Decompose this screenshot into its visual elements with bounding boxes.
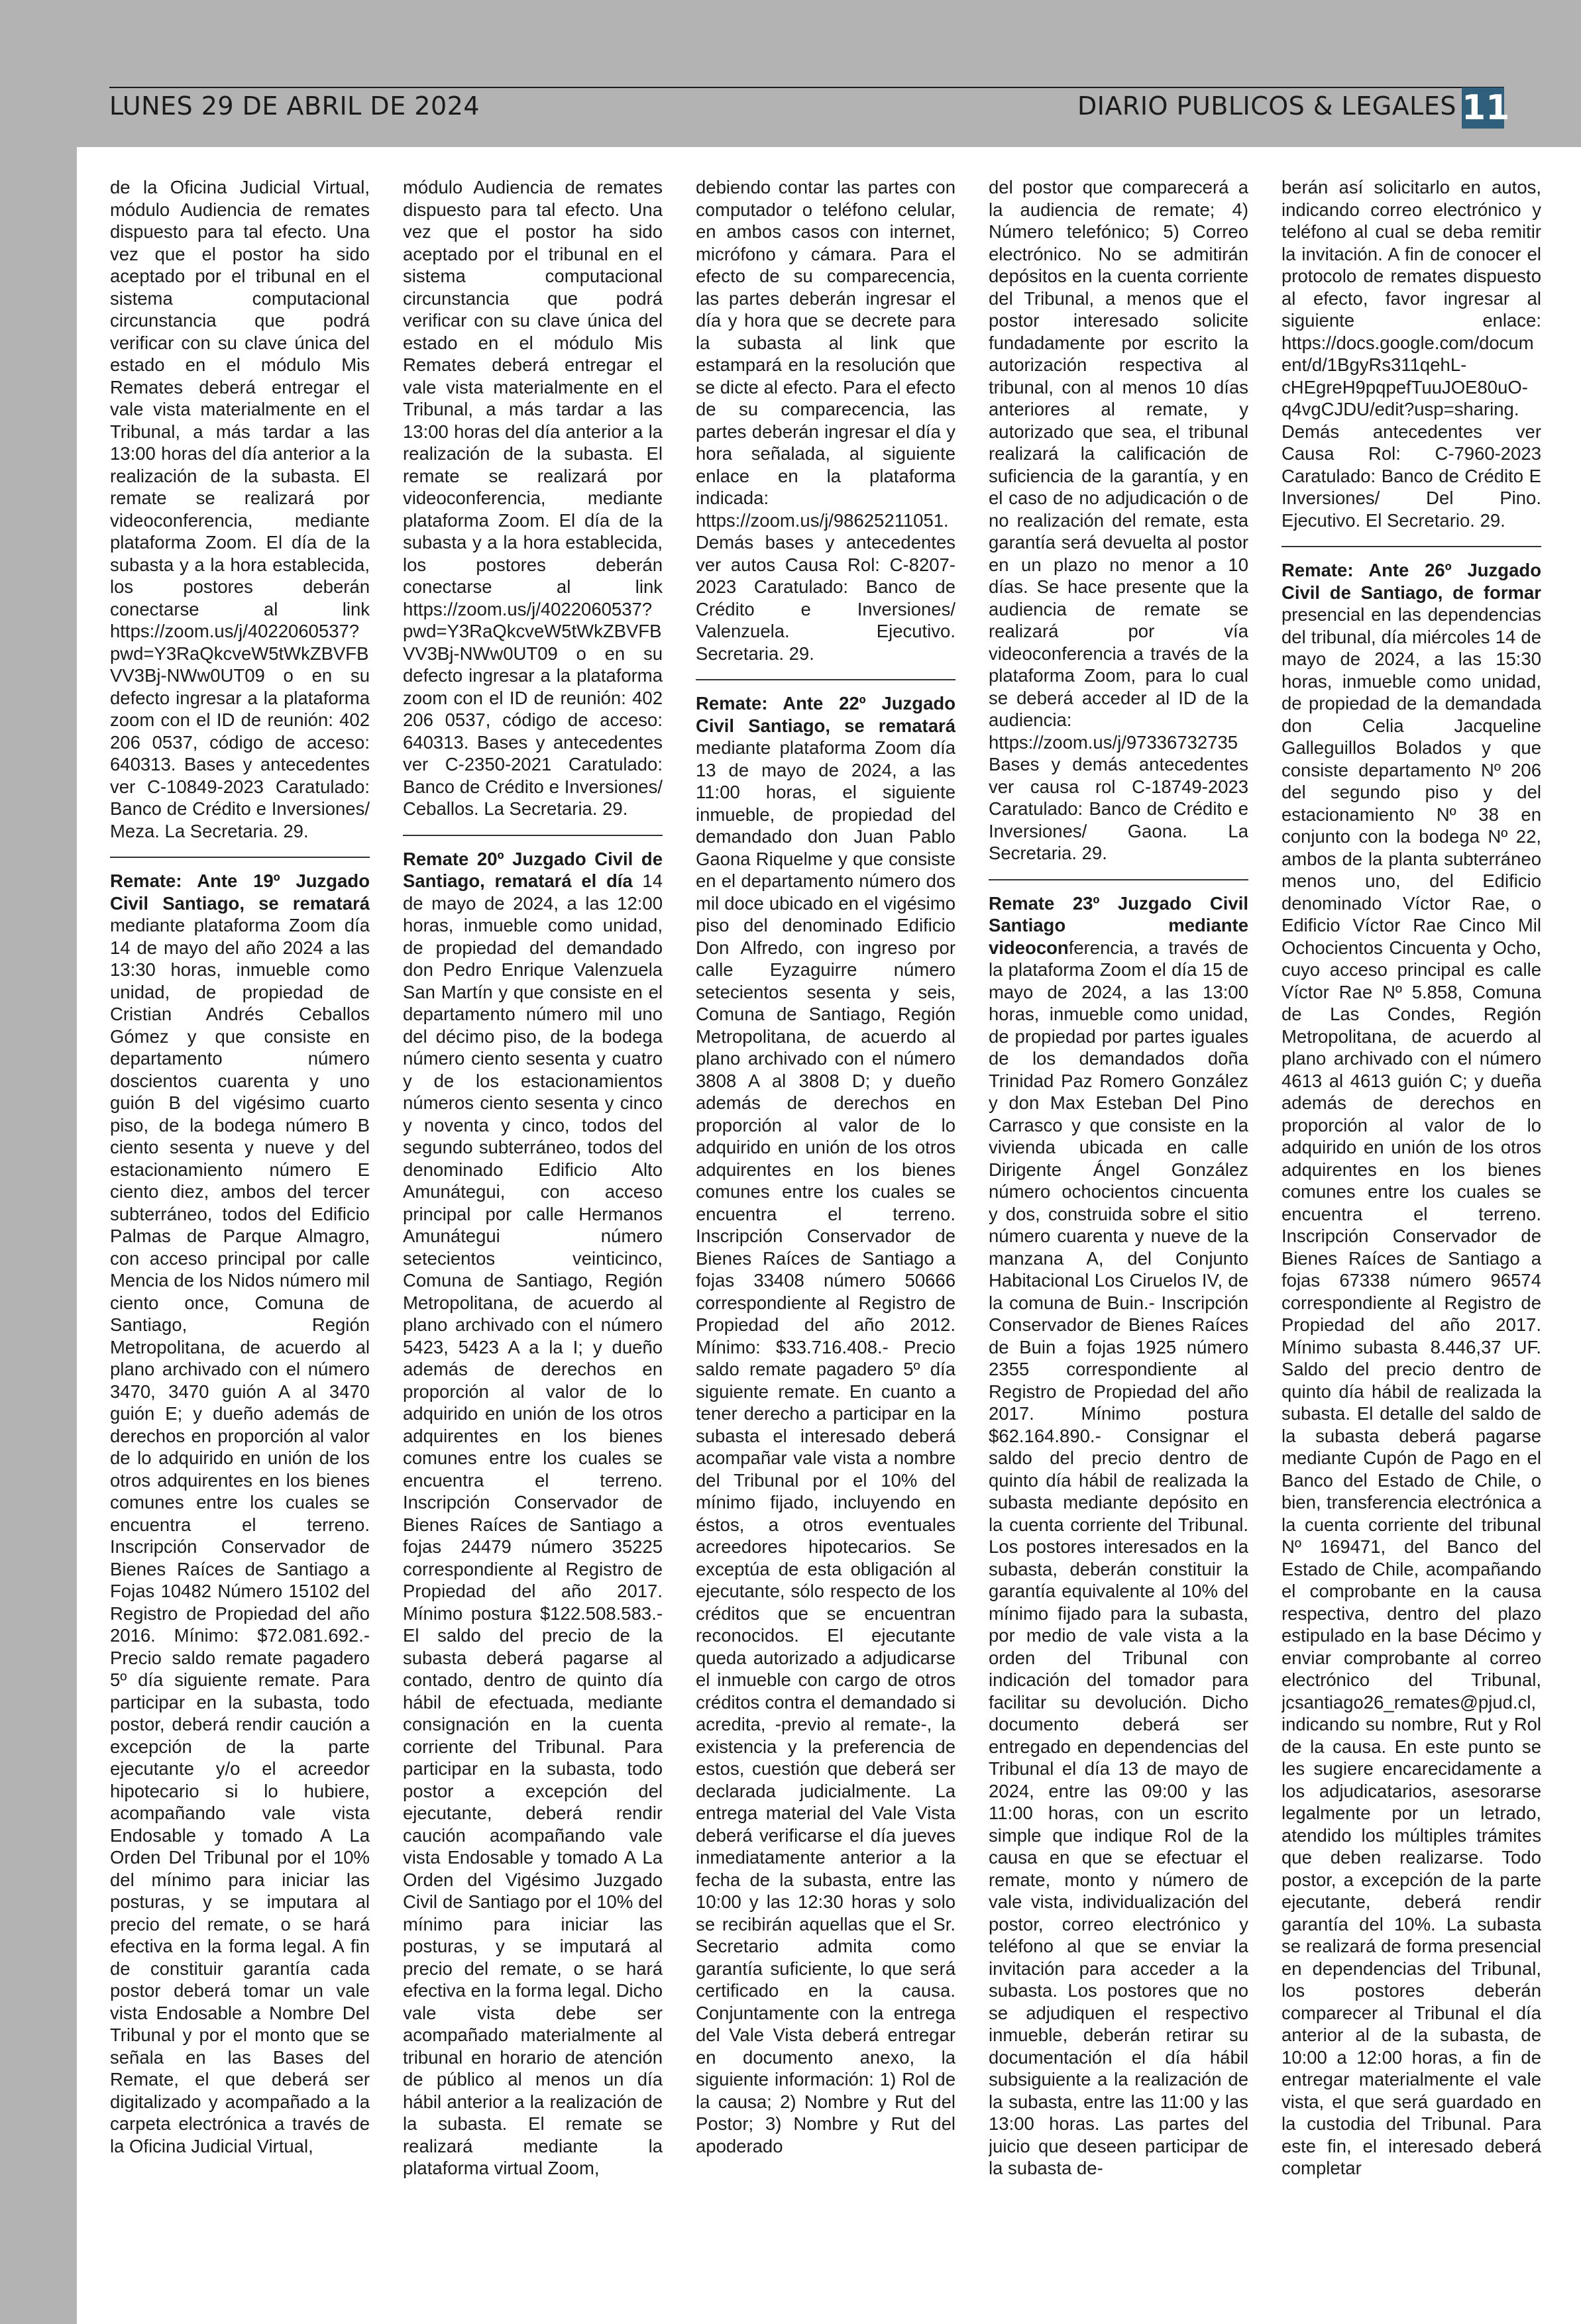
column-2 xyxy=(403,176,663,2309)
notice xyxy=(110,870,370,2157)
notice-body: 14 de mayo de 2024, a las 12:00 horas, inmueble como unidad, de propiedad del demandado don Pedro Enrique Valenzuela San Martín y que consiste en el departamento número mil uno del décimo piso, de la bodega número ciento sesenta y cuatro y de los estacionamientos números ciento sesenta y cinco y noventa y cinco, todos del segundo subterráneo, todos del denominado Edificio Alto Amunátegui, con acceso principal por calle Hermanos Amunátegui número setecientos veinticinco, Comuna de Santiago, Región Metropolitana, de acuerdo al plano archivado con el número 5423, 5423 A a la I; y dueño además de derechos en proporción al valor de lo adquirido en unión de los otros adquirentes en los bienes comunes entre los cuales se encuentra el terreno. Inscripción Conservador de Bienes Raíces de Santiago a fojas 24479 número 35225 correspondiente al Registro de Propiedad del año 2017. Mínimo postura $122.508.583.- El saldo del precio de la subasta deberá pagarse al contado, dentro de quinto día hábil de efectuada, mediante consignación en la cuenta corriente del Tribunal. Para participar en la subasta, todo postor a excepción del ejecutante, deberá rendir caución acompañando vale vista Endosable y tomado A La Orden del Vigésimo Juzgado Civil de Santiago por el 10% del mínimo para iniciar las posturas, y se imputará al precio del remate, o se hará efectiva en la forma legal. Dicho vale vista debe ser acompañado materialmente al tribunal en horario de atención de público al menos un día hábil anterior a la realización de la subasta. El remate se realizará mediante la plataforma virtual Zoom, xyxy=(403,871,663,2178)
notice-body: del postor que comparecerá a la audiencia de remate; 4) Número telefónico; 5) Correo electrónico. No se admitirán depósitos en la cuenta corriente del Tribunal, a menos que el postor interesado solicite fundadamente por escrito la autorización respectiva al tribunal, con al menos 10 días anteriores al remate, y autorizado que sea, el tribunal realizará la calificación de suficiencia de la garantía, y en el caso de no adjudicación o de no realización del remate, esta garantía será devuelta al postor en un plazo no menor a 10 días. Se hace presente que la audiencia de remate se realizará por vía videoconferencia a través de la plataforma Zoom, para lo cual se deberá acceder al ID de la audiencia: https://zoom.us/j/97336732735 Bases y demás antecedentes ver causa rol C-18749-2023 Caratulado: Banco de Crédito e Inversiones/ Gaona. La Secretaria. 29. xyxy=(989,177,1248,863)
issue-date: LUNES 29 DE ABRIL DE 2024 xyxy=(109,91,480,121)
notice-divider xyxy=(403,835,663,836)
notice-continuation xyxy=(110,176,370,842)
notice-body: módulo Audiencia de remates dispuesto para tal efecto. Una vez que el postor ha sido aceptado por el tribunal en el sistema computacional circunstancia que podrá verificar con su clave única del estado en el módulo Mis Remates deberá entregar el vale vista materialmente en el Tribunal, a más tardar a las 13:00 horas del día anterior a la realización de la subasta. El remate se realizará por videoconferencia, mediante plataforma Zoom. El día de la subasta y a la hora establecida, los postores deberán conectarse al link https://zoom.us/j/4022060537?pwd=Y3RaQkcveW5tWkZBVFBVV3Bj-NWw0UT09 o en su defecto ingresar a la plataforma zoom con el ID de reunión: 402 206 0537, código de acceso: 640313. Bases y antecedentes ver C-2350-2021 Caratulado: Banco de Crédito e Inversiones/ Ceballos. La Secretaria. 29. xyxy=(403,177,663,819)
notice xyxy=(696,692,955,2157)
notice-body: mediante plataforma Zoom día 13 de mayo de 2024, a las 11:00 horas, el siguiente inmueble, de propiedad del demandado don Juan Pablo Gaona Riquelme y que consiste en el departamento número dos mil doce ubicado en el vigésimo piso del denominado Edificio Don Alfredo, con ingreso por calle Eyzaguirre número setecientos sesenta y seis, Comuna de Santiago, Región Metropolitana, de acuerdo al plano archivado con el número 3808 A al 3808 D; y dueño además de derechos en proporción al valor de lo adquirido en unión de los otros adquirentes en los bienes comunes entre los cuales se encuentra el terreno. Inscripción Conservador de Bienes Raíces de Santiago a fojas 33408 número 50666 correspondiente al Registro de Propiedad del año 2012. Mínimo: $33.716.408.- Precio saldo remate pagadero 5º día siguiente remate. En cuanto a tener derecho a participar en la subasta el interesado deberá acompañar vale vista a nombre del Tribunal por el 10% del mínimo fijado, incluyendo en éstos, a otros eventuales acreedores hipotecarios. Se exceptúa de esta obligación al ejecutante, sólo respecto de los créditos que se encuentran reconocidos. El ejecutante queda autorizado a adjudicarse el inmueble con cargo de otros créditos contra el demandado si acredita, -previo al remate-, la existencia y la preferencia de estos, cuestión que deberá ser declarada judicialmente. La entrega material del Vale Vista deberá verificarse el día jueves inmediatamente anterior a la fecha de la subasta, entre las 10:00 y las 12:30 horas y solo se recibirán aquellas que el Sr. Secretario admita como garantía suficiente, lo que será certificado en la causa. Conjuntamente con la entrega del Vale Vista deberá entregar en documento anexo, la siguiente información: 1) Rol de la causa; 2) Nombre y Rut del Postor; 3) Nombre y Rut del apoderado xyxy=(696,737,955,2156)
notice-body: ferencia, a través de la plataforma Zoom el día 15 de mayo de 2024, a las 13:00 horas, inmueble como unidad, de propiedad por partes iguales de los demandados doña Trinidad Paz Romero González y don Max Esteban Del Pino Carrasco y que consiste en la vivienda ubicada en calle Dirigente Ángel González número ochocientos cincuenta y dos, construida sobre el sitio número cuarenta y nueve de la manzana A, del Conjunto Habitacional Los Ciruelos IV, de la comuna de Buin.- Inscripción Conservador de Bienes Raíces de Buin a fojas 1925 número 2355 correspondiente al Registro de Propiedad del año 2017. Mínimo postura $62.164.890.- Consignar el saldo del precio dentro de quinto día hábil de realizada la subasta mediante depósito en la cuenta corriente del Tribunal. Los postores interesados en la subasta, deberán constituir la garantía equivalente al 10% del mínimo fijado para la subasta, por medio de vale vista a la orden del Tribunal con indicación del tomador para facilitar su devolución. Dicho documento deberá ser entregado en dependencias del Tribunal el día 13 de mayo de 2024, entre las 09:00 y las 11:00 horas, con un escrito simple que indique Rol de la causa en que se efectuar el remate, monto y número de vale vista, individualización del postor, correo electrónico y teléfono al que se enviar la invitación para acceder a la subasta. Los postores que no se adjudiquen el respectivo inmueble, deberán retirar su documentación el día hábil subsiguiente a la realización de la subasta, entre las 11:00 y las 13:00 horas. Las partes del juicio que deseen participar de la subasta de- xyxy=(989,937,1248,2178)
page-header xyxy=(109,83,1510,128)
notice xyxy=(1281,559,1541,2180)
notice-lead: Remate: Ante 19º Juzgado Civil Santiago, se rematará xyxy=(110,871,370,914)
notice-body: mediante plataforma Zoom día 14 de mayo del año 2024 a las 13:30 horas, inmueble como unidad, de propiedad de Cristian Andrés Ceballos Gómez y que consiste en departamento número doscientos cuarenta y uno guión B del vigésimo cuarto piso, de la bodega número B ciento sesenta y nueve y del estacionamiento número E ciento diez, ambos del tercer subterráneo, todos del Edificio Palmas de Parque Almagro, con acceso principal por calle Mencia de los Nidos número mil ciento once, Comuna de Santiago, Región Metropolitana, de acuerdo al plano archivado con el número 3470, 3470 guión A al 3470 guión E; y dueño además de derechos en proporción al valor de lo adquirido en unión de los otros adquirentes en los bienes comunes entre los cuales se encuentra el terreno. Inscripción Conservador de Bienes Raíces de Santiago a Fojas 10482 Número 15102 del Registro de Propiedad del año 2016. Mínimo: $72.081.692.- Precio saldo remate pagadero 5º día siguiente remate. Para participar en la subasta, todo postor, deberá rendir caución a excepción de la parte ejecutante y/o el acreedor hipotecario si lo hubiere, acompañando vale vista Endosable y tomado A La Orden Del Tribunal por el 10% del mínimo para iniciar las posturas, y se imputara al precio del remate, o se hará efectiva en la forma legal. A fin de constituir garantía cada postor deberá tomar un vale vista Endosable a Nombre Del Tribunal y por el monto que se señala en las Bases del Remate, el que deberá ser digitalizado y acompañado a la carpeta electrónica a través de la Oficina Judicial Virtual, xyxy=(110,915,370,2156)
notice-divider xyxy=(696,679,955,680)
column-1 xyxy=(110,176,370,2309)
notice xyxy=(989,892,1248,2180)
notice-continuation xyxy=(696,176,955,664)
notice-body: debiendo contar las partes con computador o teléfono celular, en ambos casos con internet, micrófono y cámara. Para el efecto de su comparecencia, las partes deberán ingresar el día y hora que se decrete para la subasta al link que estampará en la resolución que se dicte al efecto. Para el efecto de su comparecencia, las partes deberán ingresar el día y hora señalada, al siguiente enlace en la plataforma indicada: https://zoom.us/j/98625211051. Demás bases y antecedentes ver autos Causa Rol: C-8207-2023 Caratulado: Banco de Crédito e Inversiones/ Valenzuela. Ejecutivo. Secretaria. 29. xyxy=(696,177,955,664)
notice-continuation xyxy=(1281,176,1541,531)
column-4 xyxy=(989,176,1248,2309)
column-5 xyxy=(1281,176,1541,2309)
notice-continuation xyxy=(989,176,1248,865)
notice-divider xyxy=(1281,546,1541,547)
notice-lead: Remate: Ante 26º Juzgado Civil de Santiago, de formar xyxy=(1281,560,1541,603)
notice-lead: Remate 20º Juzgado Civil de Santiago, rematará el día xyxy=(403,848,663,891)
notice-body: de la Oficina Judicial Virtual, módulo Audiencia de remates dispuesto para tal efecto. Una vez que el postor ha sido aceptado por el tribunal en el sistema computacional circunstancia que podrá verificar con su clave única del estado en el módulo Mis Remates deberá entregar el vale vista materialmente en el Tribunal, a más tardar a las 13:00 horas del día anterior a la realización de la subasta. El remate se realizará por videoconferencia, mediante plataforma Zoom. El día de la subasta y a la hora establecida, los postores deberán conectarse al link https://zoom.us/j/4022060537?pwd=Y3RaQkcveW5tWkZBVFBVV3Bj-NWw0UT09 o en su defecto ingresar a la plataforma zoom con el ID de reunión: 402 206 0537, código de acceso: 640313. Bases y antecedentes ver C-10849-2023 Caratulado: Banco de Crédito e Inversiones/ Meza. La Secretaria. 29. xyxy=(110,177,370,841)
publication-name: DIARIO PUBLICOS & LEGALES xyxy=(1077,91,1456,121)
notice-body: presencial en las dependencias del tribunal, día miércoles 14 de mayo de 2024, a las 15:30 horas, inmueble como unidad, de propiedad de la demandada don Celia Jacqueline Galleguillos Bolados y que consiste departamento Nº 206 del segundo piso y del estacionamiento Nº 38 en conjunto con la bodega Nº 22, ambos de la planta subterráneo menos uno, del Edificio denominado Víctor Rae, o Edificio Víctor Rae Cinco Mil Ochocientos Cincuenta y Ocho, cuyo acceso principal es calle Víctor Rae Nº 5.858, Comuna de Las Condes, Región Metropolitana, de acuerdo al plano archivado con el número 4613 al 4613 guión C; y dueña además de derechos en proporción al valor de lo adquirido en unión de los otros adquirentes en los bienes comunes entre los cuales se encuentra el terreno. Inscripción Conservador de Bienes Raíces de Santiago a fojas 67338 número 96574 correspondiente al Registro de Propiedad del año 2017. Mínimo subasta 8.446,37 UF. Saldo del precio dentro de quinto día hábil de realizada la subasta. El detalle del saldo de la subasta deberá pagarse mediante Cupón de Pago en el Banco del Estado de Chile, o bien, transferencia electrónica a la cuenta corriente del tribunal Nº 169471, del Banco del Estado de Chile, acompañando el comprobante en la causa respectiva, dentro del plazo estipulado en la base Décimo y enviar comprobante al correo electrónico del Tribunal, jcsantiago26_remates@pjud.cl, indicando su nombre, Rut y Rol de la causa. En este punto se les sugiere encarecidamente a los adjudicatarios, asesorarse legalmente por un letrado, atendido los múltiples trámites que deben realizarse. Todo postor, a excepción de la parte ejecutante, deberá rendir garantía del 10%. La subasta se realizará de forma presencial en dependencias del Tribunal, los postores deberán comparecer al Tribunal el día anterior al de la subasta, de 10:00 a 12:00 horas, a fin de entregar materialmente el vale vista, el que será guardado en la custodia del Tribunal. Para este fin, el interesado deberá completar xyxy=(1281,604,1541,2178)
header-rule xyxy=(109,87,1504,88)
column-3 xyxy=(696,176,955,2309)
notice-continuation xyxy=(403,176,663,820)
notice xyxy=(403,848,663,2180)
notice-divider xyxy=(110,857,370,858)
notice-divider xyxy=(989,879,1248,880)
notice-body: berán así solicitarlo en autos, indicando correo electrónico y teléfono al cual se deba remitir la invitación. A fin de conocer el protocolo de remates dispuesto al efecto, favor ingresar al siguiente enlace: https://docs.google.com/document/d/1BgyRs311qehL-cHEgreH9pqpefTuuJOE80uO-q4vgCJDU/edit?usp=sharing. Demás antecedentes ver Causa Rol: C-7960-2023 Caratulado: Banco de Crédito E Inversiones/ Del Pino. Ejecutivo. El Secretario. 29. xyxy=(1281,177,1541,531)
newspaper-page xyxy=(77,147,1581,2324)
notice-lead: Remate: Ante 22º Juzgado Civil Santiago, se rematará xyxy=(696,693,955,736)
notice-lead: Remate 23º Juzgado Civil Santiago mediante videocon xyxy=(989,892,1248,958)
page-number-badge: 11 xyxy=(1462,88,1510,128)
